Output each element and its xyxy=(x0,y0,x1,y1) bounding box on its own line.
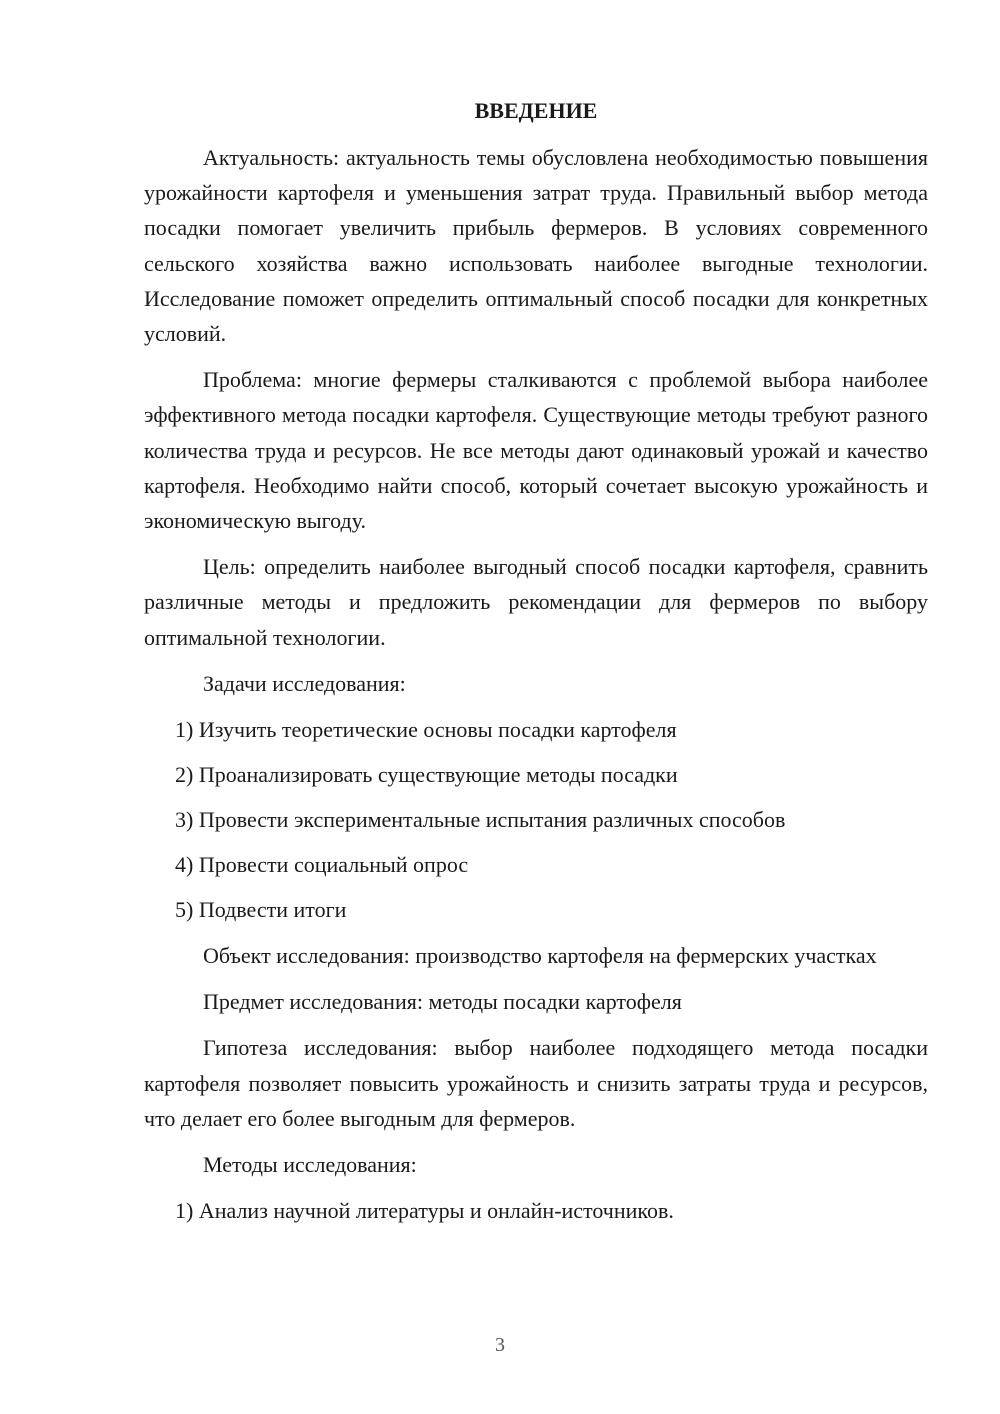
page-number: 3 xyxy=(495,1334,505,1356)
list-item: 5) Подвести итоги xyxy=(175,897,347,923)
hypothesis-paragraph: Гипотеза исследования: выбор наиболее подходящего метода посадки картофеля позволяет повысить урожайность и снизить затраты труда и ресурсов, что делает его более выгодным для фермеров. xyxy=(144,1035,928,1131)
list-item: 3) Провести экспериментальные испытания различных способов xyxy=(175,807,786,833)
subject-paragraph: Предмет исследования: методы посадки картофеля xyxy=(203,989,682,1015)
relevance-paragraph: Актуальность: актуальность темы обусловлена необходимостью повышения урожайности картофеля и уменьшения затрат труда. Правильный выбор метода посадки помогает увеличить прибыль фермеров. В условиях современного сельского хозяйства важно использовать наиболее выгодные технологии. Исследование поможет определить оптимальный способ посадки для конкретных условий. xyxy=(144,145,928,347)
page-title: ВВЕДЕНИЕ xyxy=(474,98,598,123)
list-item: 4) Провести социальный опрос xyxy=(175,852,469,878)
tasks-list xyxy=(144,712,928,927)
problem-paragraph: Проблема: многие фермеры сталкиваются с проблемой выбора наиболее эффективного метода посадки картофеля. Существующие методы требуют разного количества труда и ресурсов. Не все методы дают одинаковый урожай и качество картофеля. Необходимо найти способ, который сочетает высокую урожайность и экономическую выгоду. xyxy=(144,367,928,534)
list-item: 1) Изучить теоретические основы посадки картофеля xyxy=(175,717,677,743)
list-item: 2) Проанализировать существующие методы посадки xyxy=(175,762,678,788)
methods-heading: Методы исследования: xyxy=(203,1152,417,1178)
document-body xyxy=(144,93,928,1228)
list-item: 1) Анализ научной литературы и онлайн-источников. xyxy=(175,1198,674,1224)
object-paragraph: Объект исследования: производство картофеля на фермерских участках xyxy=(203,943,877,969)
goal-paragraph: Цель: определить наиболее выгодный способ посадки картофеля, сравнить различные методы и предложить рекомендации для фермеров по выбору оптимальной технологии. xyxy=(144,554,928,650)
tasks-heading: Задачи исследования: xyxy=(203,670,406,696)
methods-list xyxy=(144,1193,928,1228)
